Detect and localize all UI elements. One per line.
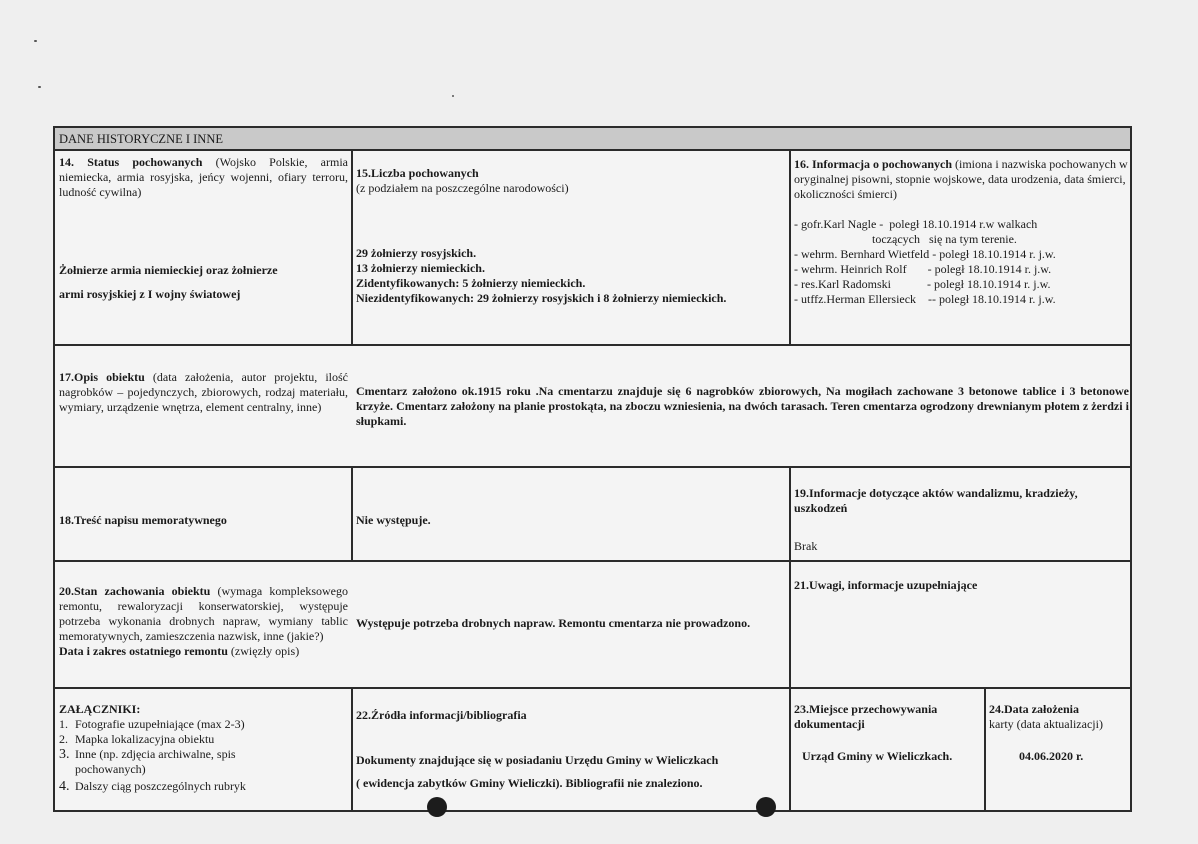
attachment-item — [59, 747, 305, 777]
scan-speck — [38, 86, 41, 88]
field-19-value: Brak — [794, 539, 818, 553]
field-17-label: 17.Opis obiektu — [59, 370, 145, 384]
attachment-num: 1. — [59, 717, 68, 731]
punch-hole-mark — [427, 797, 447, 817]
field-20-desc: (wymaga kompleksowego remontu, rewaloryzacji konserwatorskiej, występuje potrzeba wykonania drobnych napraw, wymiany tablic memoratywnych, zamieszczenia nazwisk, inne (jakie?) — [59, 584, 348, 643]
field-18-label: 18.Treść napisu memoratywnego — [59, 513, 227, 527]
attachment-num: 2. — [59, 732, 68, 746]
field-16-victims — [794, 217, 1056, 307]
field-14-value-line2: armi rosyjskiej z I wojny światowej — [59, 287, 241, 301]
punch-hole-mark — [756, 797, 776, 817]
attachment-item — [59, 779, 348, 794]
field-14-heading — [59, 155, 348, 200]
field-23-value: Urząd Gminy w Wieliczkach. — [802, 749, 953, 763]
field-15-line: 29 żołnierzy rosyjskich. — [356, 246, 477, 260]
field-14-label: 14. Status pochowanych — [59, 155, 203, 169]
attachments — [59, 702, 348, 794]
attachment-text: Inne (np. zdjęcia archiwalne, spis pochowanych) — [75, 747, 236, 776]
attachments-title: ZAŁĄCZNIKI: — [59, 702, 141, 716]
field-24-desc: karty (data aktualizacji) — [989, 717, 1103, 731]
attachments-list — [59, 717, 348, 794]
row-divider — [55, 466, 1130, 468]
field-24-date — [989, 702, 1131, 802]
victim-entry: - res.Karl Radomski - poległ 18.10.1914 r. j.w. — [794, 277, 1051, 291]
victim-entry: - gofr.Karl Nagle - poległ 18.10.1914 r.w walkach — [794, 217, 1038, 231]
field-22-sources — [356, 708, 787, 808]
field-15-count — [356, 166, 787, 341]
field-23-storage — [794, 702, 982, 802]
field-16-label: 16. Informacja o pochowanych — [794, 157, 952, 171]
column-divider — [789, 466, 791, 560]
victim-entry: toczących się na tym terenie. — [794, 232, 1017, 246]
row-divider — [55, 344, 1130, 346]
column-divider — [351, 151, 353, 344]
field-15-line: 13 żołnierzy niemieckich. — [356, 261, 485, 275]
column-divider — [984, 687, 986, 812]
field-20-value: Występuje potrzeba drobnych napraw. Remontu cmentarza nie prowadzono. — [356, 616, 751, 630]
field-20-heading — [59, 584, 348, 659]
column-divider — [789, 560, 791, 687]
row-divider — [55, 687, 1130, 689]
field-16-heading — [794, 157, 1132, 202]
field-17-value: Cmentarz założono ok.1915 roku .Na cmentarzu znajduje się 6 nagrobków zbiorowych, Na mogiłach zachowane 3 betonowe tablice i 3 betonowe krzyże. Cmentarz założony na planie prostokąta, na zboczu wzniesienia, na dwóch tarasach. Teren cmentarza ogrodzony drewnianym płotem z żerdzi i słupkami. — [356, 384, 1129, 428]
attachment-item — [59, 732, 348, 747]
field-24-label: 24.Data założenia — [989, 702, 1079, 716]
field-19-label: 19.Informacje dotyczące aktów wandalizmu, kradzieży, uszkodzeń — [794, 486, 1078, 515]
field-20-label2: Data i zakres ostatniego remontu — [59, 644, 228, 658]
column-divider — [789, 151, 791, 344]
row-divider — [55, 560, 1130, 562]
historical-data-form — [53, 126, 1132, 812]
column-divider — [351, 466, 353, 560]
field-22-line2: ( ewidencja zabytków Gminy Wieliczki). Bibliografii nie znaleziono. — [356, 776, 703, 790]
field-23-label: 23.Miejsce przechowywania dokumentacji — [794, 702, 938, 731]
victim-entry: - utffz.Herman Ellersieck -- poległ 18.10.1914 r. j.w. — [794, 292, 1056, 306]
attachment-text: Fotografie uzupełniające (max 2-3) — [75, 717, 245, 731]
scan-speck — [34, 40, 37, 42]
field-21-label: 21.Uwagi, informacje uzupełniające — [794, 578, 978, 592]
section-header: DANE HISTORYCZNE I INNE — [55, 128, 1130, 151]
field-15-line: Zidentyfikowanych: 5 żołnierzy niemieckich. — [356, 276, 586, 290]
field-18-value: Nie występuje. — [356, 513, 431, 527]
field-15-label: 15.Liczba pochowanych — [356, 166, 479, 180]
column-divider — [789, 687, 791, 812]
attachment-text: Mapka lokalizacyjna obiektu — [75, 732, 215, 746]
victim-entry: - wehrm. Bernhard Wietfeld - poległ 18.10.1914 r. j.w. — [794, 247, 1056, 261]
field-15-desc: (z podziałem na poszczególne narodowości) — [356, 181, 569, 195]
field-14-desc: (Wojsko Polskie, armia niemiecka, armia rosyjska, jeńcy wojenni, ofiary terroru, ludność cywilna) — [59, 155, 348, 199]
attachment-text: Dalszy ciąg poszczególnych rubryk — [75, 779, 246, 793]
field-20-desc2: (zwięzły opis) — [227, 644, 300, 658]
column-divider — [351, 687, 353, 812]
field-20-label: 20.Stan zachowania obiektu — [59, 584, 211, 598]
field-14-status — [59, 155, 348, 341]
field-22-line1: Dokumenty znajdujące się w posiadaniu Urzędu Gminy w Wieliczkach — [356, 753, 719, 767]
victim-entry: - wehrm. Heinrich Rolf - poległ 18.10.1914 r. j.w. — [794, 262, 1052, 276]
field-17-heading — [59, 370, 348, 415]
attachment-num: 3. — [59, 747, 70, 762]
field-15-values — [356, 246, 726, 306]
field-15-line: Niezidentyfikowanych: 29 żołnierzy rosyjskich i 8 żołnierzy niemieckich. — [356, 291, 727, 305]
scan-speck — [452, 95, 454, 97]
field-16-desc: (imiona i nazwiska pochowanych w oryginalnej pisowni, stopnie wojskowe, data urodzenia, data śmierci, okoliczności śmierci) — [794, 157, 1128, 201]
field-16-info — [794, 157, 1132, 343]
field-17-desc: (data założenia, autor projektu, ilość nagrobków – pojedynczych, zbiorowych, rodzaj materiału, wymiary, urządzenie wnętrza, element centralny, inne) — [59, 370, 348, 414]
field-22-label: 22.Źródła informacji/bibliografia — [356, 708, 527, 722]
attachment-item — [59, 717, 348, 732]
attachment-num: 4. — [59, 779, 70, 794]
field-14-value-line1: Żołnierze armia niemieckiej oraz żołnierze — [59, 263, 278, 277]
field-24-value: 04.06.2020 r. — [1019, 749, 1084, 763]
